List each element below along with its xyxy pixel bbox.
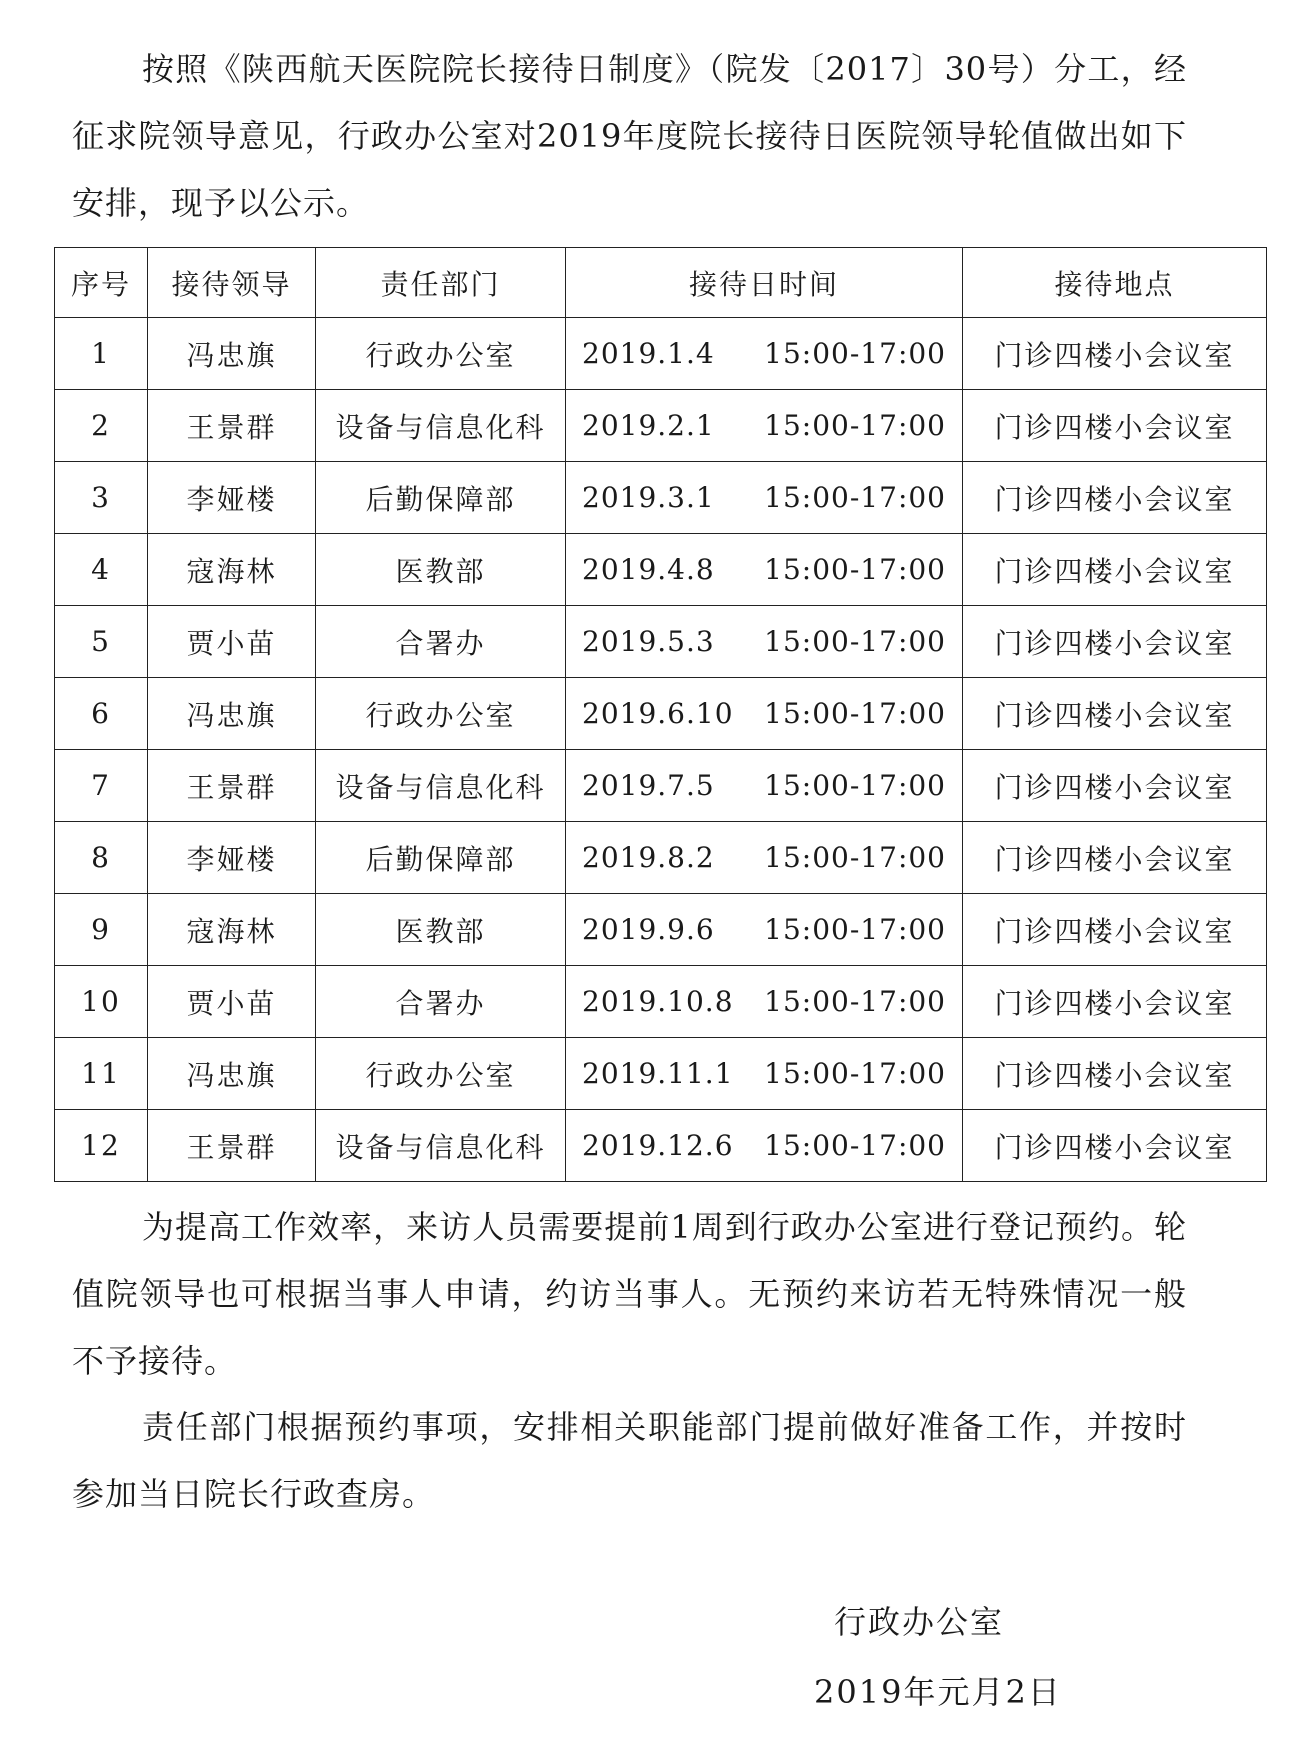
preparation-note-paragraph: 责任部门根据预约事项，安排相关职能部门提前做好准备工作，并按时参加当日院长行政查房。 [72, 1408, 1187, 1513]
cell-place: 门诊四楼小会议室 [963, 1110, 1267, 1182]
cell-time: 15:00-17:00 [764, 337, 946, 370]
cell-date: 2019.8.2 [582, 841, 715, 874]
table-row [55, 1038, 1267, 1110]
cell-no: 4 [55, 534, 148, 606]
cell-leader: 冯忠旗 [148, 1038, 316, 1110]
table-row [55, 894, 1267, 966]
cell-place: 门诊四楼小会议室 [963, 966, 1267, 1038]
cell-leader: 寇海林 [148, 894, 316, 966]
signature-department: 行政办公室 [834, 1603, 1005, 1641]
cell-time: 15:00-17:00 [764, 481, 946, 514]
cell-time: 15:00-17:00 [764, 1057, 946, 1090]
cell-time: 15:00-17:00 [764, 913, 946, 946]
cell-dept: 后勤保障部 [316, 462, 566, 534]
cell-leader: 李娅楼 [148, 462, 316, 534]
table-row [55, 966, 1267, 1038]
cell-datetime [566, 1110, 963, 1182]
cell-time: 15:00-17:00 [764, 1129, 946, 1162]
cell-no: 10 [55, 966, 148, 1038]
cell-place: 门诊四楼小会议室 [963, 750, 1267, 822]
cell-no: 2 [55, 390, 148, 462]
cell-time: 15:00-17:00 [764, 409, 946, 442]
cell-leader: 贾小苗 [148, 606, 316, 678]
cell-datetime [566, 606, 963, 678]
cell-no: 8 [55, 822, 148, 894]
cell-time: 15:00-17:00 [764, 553, 946, 586]
cell-time: 15:00-17:00 [764, 697, 946, 730]
cell-dept: 医教部 [316, 894, 566, 966]
cell-time: 15:00-17:00 [764, 841, 946, 874]
table-row [55, 318, 1267, 390]
cell-time: 15:00-17:00 [764, 985, 946, 1018]
cell-datetime [566, 318, 963, 390]
cell-dept: 合署办 [316, 966, 566, 1038]
cell-datetime [566, 966, 963, 1038]
cell-date: 2019.4.8 [582, 553, 715, 586]
cell-datetime [566, 462, 963, 534]
cell-dept: 设备与信息化科 [316, 750, 566, 822]
cell-place: 门诊四楼小会议室 [963, 462, 1267, 534]
cell-datetime [566, 534, 963, 606]
cell-place: 门诊四楼小会议室 [963, 894, 1267, 966]
table-row [55, 1110, 1267, 1182]
table-row [55, 534, 1267, 606]
cell-date: 2019.5.3 [582, 625, 715, 658]
cell-time: 15:00-17:00 [764, 769, 946, 802]
cell-leader: 寇海林 [148, 534, 316, 606]
cell-place: 门诊四楼小会议室 [963, 318, 1267, 390]
header-no: 序号 [55, 248, 148, 318]
header-time: 接待日时间 [566, 248, 963, 318]
cell-time: 15:00-17:00 [764, 625, 946, 658]
cell-leader: 王景群 [148, 750, 316, 822]
cell-no: 12 [55, 1110, 148, 1182]
cell-leader: 王景群 [148, 390, 316, 462]
cell-datetime [566, 822, 963, 894]
reception-schedule-table [54, 247, 1267, 1182]
cell-date: 2019.2.1 [582, 409, 715, 442]
cell-datetime [566, 678, 963, 750]
cell-date: 2019.11.1 [582, 1057, 734, 1090]
cell-datetime [566, 390, 963, 462]
cell-dept: 设备与信息化科 [316, 1110, 566, 1182]
cell-place: 门诊四楼小会议室 [963, 534, 1267, 606]
table-row [55, 462, 1267, 534]
cell-leader: 李娅楼 [148, 822, 316, 894]
table-row [55, 678, 1267, 750]
cell-dept: 行政办公室 [316, 678, 566, 750]
cell-dept: 后勤保障部 [316, 822, 566, 894]
cell-date: 2019.6.10 [582, 697, 734, 730]
cell-datetime [566, 894, 963, 966]
header-dept: 责任部门 [316, 248, 566, 318]
cell-date: 2019.7.5 [582, 769, 715, 802]
cell-no: 5 [55, 606, 148, 678]
cell-leader: 冯忠旗 [148, 318, 316, 390]
cell-place: 门诊四楼小会议室 [963, 390, 1267, 462]
cell-date: 2019.12.6 [582, 1129, 734, 1162]
table-row [55, 822, 1267, 894]
table-row [55, 750, 1267, 822]
header-leader: 接待领导 [148, 248, 316, 318]
cell-no: 11 [55, 1038, 148, 1110]
cell-no: 3 [55, 462, 148, 534]
cell-dept: 行政办公室 [316, 1038, 566, 1110]
intro-paragraph: 按照《陕西航天医院院长接待日制度》（院发〔2017〕30号）分工，经征求院领导意见，行政办公室对2019年度院长接待日医院领导轮值做出如下安排，现予以公示。 [72, 50, 1187, 222]
cell-date: 2019.1.4 [582, 337, 715, 370]
cell-datetime [566, 1038, 963, 1110]
table-row [55, 606, 1267, 678]
cell-leader: 贾小苗 [148, 966, 316, 1038]
cell-no: 7 [55, 750, 148, 822]
cell-dept: 医教部 [316, 534, 566, 606]
cell-date: 2019.10.8 [582, 985, 734, 1018]
cell-date: 2019.3.1 [582, 481, 715, 514]
cell-dept: 设备与信息化科 [316, 390, 566, 462]
cell-date: 2019.9.6 [582, 913, 715, 946]
table-body [55, 318, 1267, 1182]
cell-dept: 合署办 [316, 606, 566, 678]
appointment-note-paragraph: 为提高工作效率，来访人员需要提前1周到行政办公室进行登记预约。轮值院领导也可根据当事人申请，约访当事人。无预约来访若无特殊情况一般不予接待。 [72, 1208, 1187, 1380]
cell-no: 1 [55, 318, 148, 390]
cell-place: 门诊四楼小会议室 [963, 822, 1267, 894]
table-row [55, 390, 1267, 462]
cell-place: 门诊四楼小会议室 [963, 606, 1267, 678]
table-header-row [55, 248, 1267, 318]
cell-datetime [566, 750, 963, 822]
cell-place: 门诊四楼小会议室 [963, 678, 1267, 750]
cell-leader: 王景群 [148, 1110, 316, 1182]
header-place: 接待地点 [963, 248, 1267, 318]
cell-no: 9 [55, 894, 148, 966]
cell-place: 门诊四楼小会议室 [963, 1038, 1267, 1110]
signature-date: 2019年元月2日 [814, 1673, 1062, 1711]
cell-no: 6 [55, 678, 148, 750]
cell-dept: 行政办公室 [316, 318, 566, 390]
cell-leader: 冯忠旗 [148, 678, 316, 750]
